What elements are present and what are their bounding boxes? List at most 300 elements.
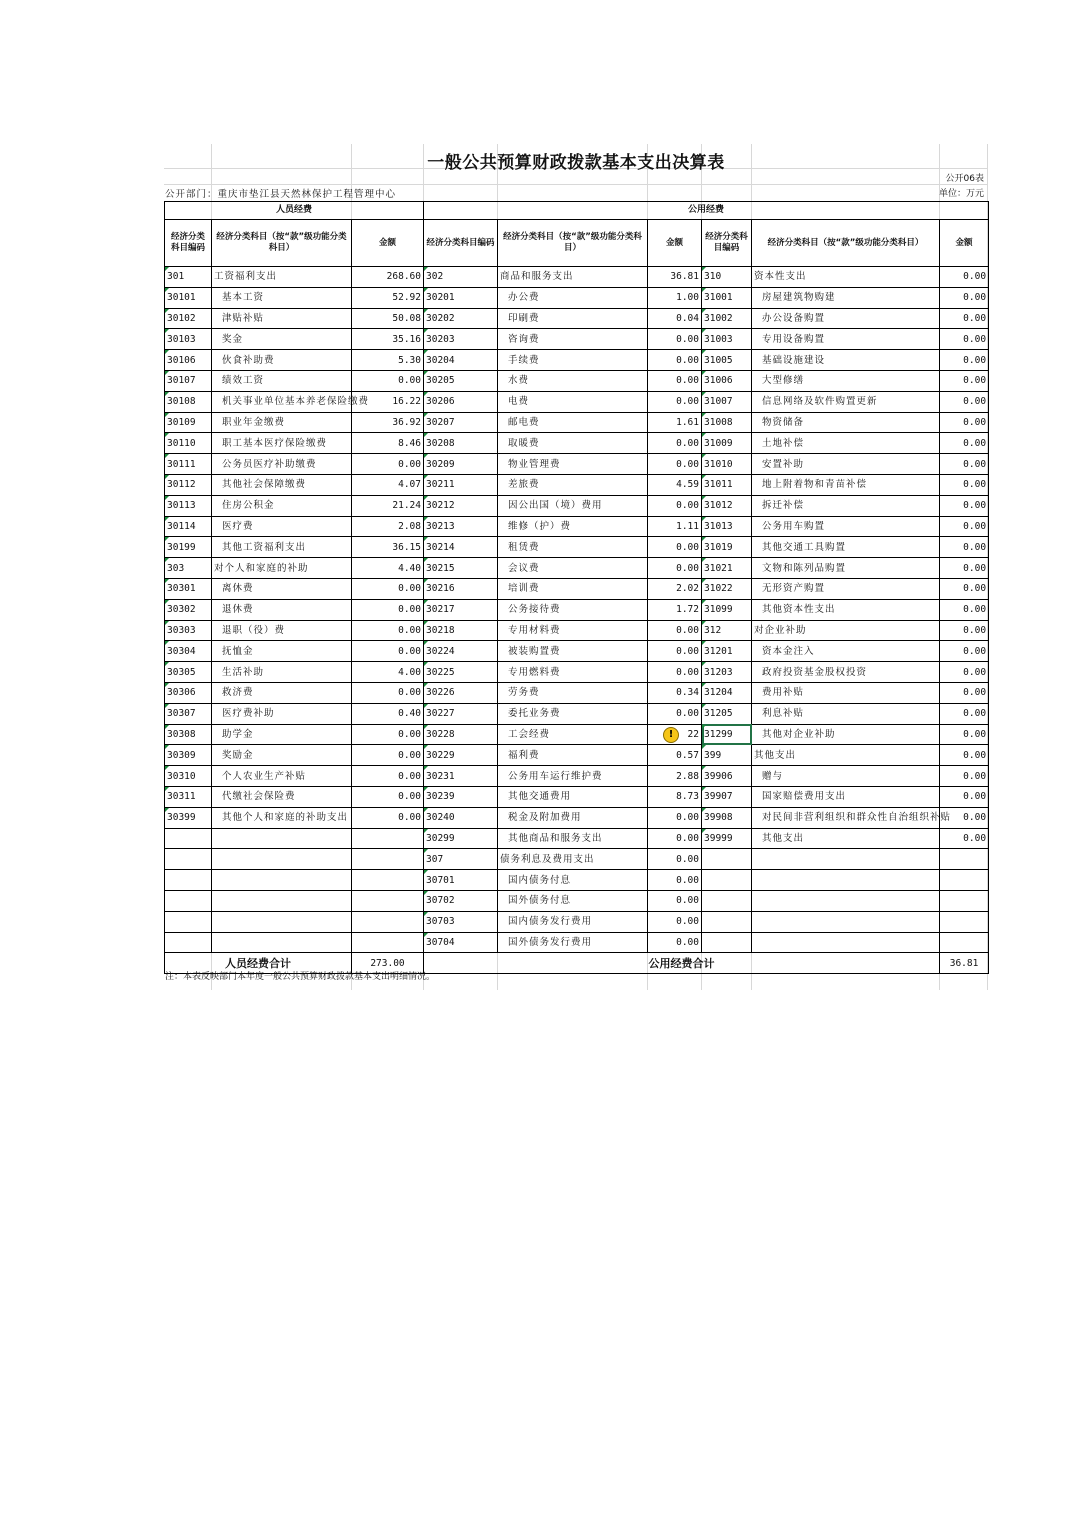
amount-cell[interactable]: 0.00 xyxy=(940,454,989,475)
code-cell[interactable]: 31010 xyxy=(702,454,752,475)
header-amount[interactable]: 金额 xyxy=(648,220,702,267)
name-cell[interactable] xyxy=(212,911,352,932)
amount-cell[interactable]: 0.34 xyxy=(648,682,702,703)
amount-cell[interactable] xyxy=(352,890,424,911)
code-cell[interactable]: 31012 xyxy=(702,495,752,516)
name-cell[interactable]: 债务利息及费用支出 xyxy=(498,849,648,870)
code-cell[interactable]: 30211 xyxy=(424,474,498,495)
name-cell[interactable]: 专用设备购置 xyxy=(752,329,940,350)
amount-cell[interactable]: 0.00 xyxy=(648,558,702,579)
name-cell[interactable]: 基本工资 xyxy=(212,287,352,308)
code-cell[interactable]: 30399 xyxy=(165,807,212,828)
code-cell[interactable]: 30304 xyxy=(165,641,212,662)
name-cell[interactable]: 其他社会保障缴费 xyxy=(212,474,352,495)
code-cell[interactable]: 30225 xyxy=(424,662,498,683)
code-cell[interactable]: 30309 xyxy=(165,745,212,766)
code-cell[interactable] xyxy=(165,932,212,953)
name-cell[interactable]: 抚恤金 xyxy=(212,641,352,662)
amount-cell[interactable]: 0.00 xyxy=(648,433,702,454)
amount-cell[interactable]: 36.15 xyxy=(352,537,424,558)
name-cell[interactable]: 基础设施建设 xyxy=(752,350,940,371)
name-cell[interactable]: 专用燃料费 xyxy=(498,662,648,683)
code-cell[interactable]: 31003 xyxy=(702,329,752,350)
name-cell[interactable]: 国家赔偿费用支出 xyxy=(752,786,940,807)
code-cell[interactable]: 30114 xyxy=(165,516,212,537)
name-cell[interactable]: 利息补贴 xyxy=(752,703,940,724)
code-cell[interactable]: 30103 xyxy=(165,329,212,350)
header-name[interactable]: 经济分类科目（按“款”级功能分类科目） xyxy=(212,220,352,267)
code-cell[interactable]: 31203 xyxy=(702,662,752,683)
code-cell[interactable]: 30299 xyxy=(424,828,498,849)
name-cell[interactable]: 房屋建筑物购建 xyxy=(752,287,940,308)
code-cell[interactable]: 30101 xyxy=(165,287,212,308)
name-cell[interactable]: 其他对企业补助 xyxy=(752,724,940,745)
name-cell[interactable]: 对个人和家庭的补助 xyxy=(212,558,352,579)
name-cell[interactable]: 地上附着物和青苗补偿 xyxy=(752,474,940,495)
amount-cell[interactable]: 8.73 xyxy=(648,786,702,807)
name-cell[interactable]: 住房公积金 xyxy=(212,495,352,516)
amount-cell[interactable]: 0.00 xyxy=(940,786,989,807)
code-cell[interactable]: 31022 xyxy=(702,578,752,599)
code-cell[interactable] xyxy=(165,828,212,849)
amount-cell[interactable]: 4.00 xyxy=(352,662,424,683)
code-cell[interactable]: 30207 xyxy=(424,412,498,433)
amount-cell[interactable]: 0.00 xyxy=(940,578,989,599)
name-cell[interactable]: 政府投资基金股权投资 xyxy=(752,662,940,683)
amount-cell[interactable] xyxy=(352,870,424,891)
amount-cell[interactable]: 0.00 xyxy=(940,308,989,329)
name-cell[interactable]: 劳务费 xyxy=(498,682,648,703)
name-cell[interactable]: 专用材料费 xyxy=(498,620,648,641)
code-cell[interactable]: 31021 xyxy=(702,558,752,579)
amount-cell[interactable]: 0.00 xyxy=(940,662,989,683)
name-cell[interactable]: 工资福利支出 xyxy=(212,267,352,288)
amount-cell[interactable]: 0.00 xyxy=(352,599,424,620)
name-cell[interactable]: 奖励金 xyxy=(212,745,352,766)
code-cell[interactable]: 30206 xyxy=(424,391,498,412)
amount-cell[interactable]: 0.00 xyxy=(940,267,989,288)
amount-cell[interactable]: 0.00 xyxy=(648,329,702,350)
amount-cell[interactable]: 0.00 xyxy=(940,474,989,495)
code-cell[interactable]: 30301 xyxy=(165,578,212,599)
name-cell[interactable]: 生活补助 xyxy=(212,662,352,683)
header-name[interactable]: 经济分类科目（按“款”级功能分类科目） xyxy=(498,220,648,267)
code-cell[interactable]: 39907 xyxy=(702,786,752,807)
name-cell[interactable]: 津贴补贴 xyxy=(212,308,352,329)
code-cell[interactable]: 30106 xyxy=(165,350,212,371)
name-cell[interactable]: 租赁费 xyxy=(498,537,648,558)
amount-cell[interactable]: 0.00 xyxy=(648,662,702,683)
name-cell[interactable]: 医疗费补助 xyxy=(212,703,352,724)
amount-cell[interactable]: 0.00 xyxy=(352,766,424,787)
name-cell[interactable]: 赠与 xyxy=(752,766,940,787)
name-cell[interactable]: 退休费 xyxy=(212,599,352,620)
code-cell[interactable] xyxy=(165,911,212,932)
group-public[interactable]: 公用经费 xyxy=(424,202,989,220)
name-cell[interactable]: 因公出国（境）费用 xyxy=(498,495,648,516)
group-personnel[interactable]: 人员经费 xyxy=(165,202,424,220)
name-cell[interactable]: 电费 xyxy=(498,391,648,412)
amount-cell[interactable]: 4.07 xyxy=(352,474,424,495)
name-cell[interactable]: 咨询费 xyxy=(498,329,648,350)
amount-cell[interactable]: 0.00 xyxy=(648,537,702,558)
name-cell[interactable]: 邮电费 xyxy=(498,412,648,433)
amount-cell[interactable]: 0.00 xyxy=(648,370,702,391)
name-cell[interactable]: 土地补偿 xyxy=(752,433,940,454)
amount-cell[interactable]: 0.00 xyxy=(940,558,989,579)
name-cell[interactable]: 公务员医疗补助缴费 xyxy=(212,454,352,475)
name-cell[interactable]: 安置补助 xyxy=(752,454,940,475)
amount-cell[interactable]: 2.08 xyxy=(352,516,424,537)
header-code[interactable]: 经济分类科目编码 xyxy=(165,220,212,267)
code-cell[interactable]: 30229 xyxy=(424,745,498,766)
amount-cell[interactable]: 0.00 xyxy=(940,703,989,724)
code-cell[interactable]: 31013 xyxy=(702,516,752,537)
name-cell[interactable] xyxy=(212,890,352,911)
amount-cell[interactable]: 4.40 xyxy=(352,558,424,579)
name-cell[interactable] xyxy=(752,849,940,870)
code-cell[interactable]: 31099 xyxy=(702,599,752,620)
code-cell[interactable]: 30212 xyxy=(424,495,498,516)
amount-cell[interactable]: 0.00 xyxy=(940,495,989,516)
amount-cell[interactable]: 268.60 xyxy=(352,267,424,288)
name-cell[interactable]: 税金及附加费用 xyxy=(498,807,648,828)
code-cell[interactable]: 31007 xyxy=(702,391,752,412)
name-cell[interactable] xyxy=(752,932,940,953)
amount-cell[interactable]: 22 xyxy=(648,724,702,745)
amount-cell[interactable]: 8.46 xyxy=(352,433,424,454)
code-cell[interactable]: 30226 xyxy=(424,682,498,703)
code-cell[interactable]: 307 xyxy=(424,849,498,870)
name-cell[interactable]: 其他商品和服务支出 xyxy=(498,828,648,849)
code-cell[interactable] xyxy=(702,849,752,870)
code-cell[interactable]: 31019 xyxy=(702,537,752,558)
name-cell[interactable] xyxy=(752,911,940,932)
amount-cell[interactable]: 0.00 xyxy=(940,828,989,849)
amount-cell[interactable]: 16.22 xyxy=(352,391,424,412)
code-cell[interactable]: 31011 xyxy=(702,474,752,495)
amount-cell[interactable]: 0.00 xyxy=(940,641,989,662)
code-cell[interactable]: 31001 xyxy=(702,287,752,308)
name-cell[interactable]: 离休费 xyxy=(212,578,352,599)
amount-cell[interactable]: 0.00 xyxy=(352,454,424,475)
amount-cell[interactable]: 0.00 xyxy=(648,495,702,516)
code-cell[interactable]: 30240 xyxy=(424,807,498,828)
name-cell[interactable]: 其他支出 xyxy=(752,745,940,766)
name-cell[interactable]: 文物和陈列品购置 xyxy=(752,558,940,579)
amount-cell[interactable]: 0.00 xyxy=(940,350,989,371)
name-cell[interactable]: 商品和服务支出 xyxy=(498,267,648,288)
code-cell[interactable]: 30209 xyxy=(424,454,498,475)
header-code[interactable]: 经济分类科目编码 xyxy=(424,220,498,267)
code-cell[interactable]: 310 xyxy=(702,267,752,288)
name-cell[interactable]: 公务接待费 xyxy=(498,599,648,620)
name-cell[interactable] xyxy=(212,932,352,953)
code-cell[interactable]: 31204 xyxy=(702,682,752,703)
code-cell[interactable]: 39906 xyxy=(702,766,752,787)
amount-cell[interactable]: 0.00 xyxy=(352,578,424,599)
amount-cell[interactable]: 0.57 xyxy=(648,745,702,766)
amount-cell[interactable]: 0.00 xyxy=(940,682,989,703)
name-cell[interactable]: 其他个人和家庭的补助支出 xyxy=(212,807,352,828)
code-cell[interactable]: 30703 xyxy=(424,911,498,932)
amount-cell[interactable]: 1.00 xyxy=(648,287,702,308)
code-cell[interactable] xyxy=(702,890,752,911)
code-cell[interactable]: 30217 xyxy=(424,599,498,620)
name-cell[interactable]: 无形资产购置 xyxy=(752,578,940,599)
name-cell[interactable]: 国外债务发行费用 xyxy=(498,932,648,953)
name-cell[interactable]: 物资储备 xyxy=(752,412,940,433)
amount-cell[interactable]: 0.00 xyxy=(940,516,989,537)
name-cell[interactable]: 助学金 xyxy=(212,724,352,745)
selected-cell[interactable]: ! 31299 xyxy=(702,724,752,745)
name-cell[interactable]: 救济费 xyxy=(212,682,352,703)
personnel-total-label[interactable]: 人员经费合计 xyxy=(165,953,352,974)
code-cell[interactable]: 30208 xyxy=(424,433,498,454)
name-cell[interactable]: 资本金注入 xyxy=(752,641,940,662)
amount-cell[interactable]: 0.00 xyxy=(940,599,989,620)
name-cell[interactable]: 奖金 xyxy=(212,329,352,350)
amount-cell[interactable]: 0.00 xyxy=(940,807,989,828)
code-cell[interactable]: 301 xyxy=(165,267,212,288)
amount-cell[interactable]: 0.00 xyxy=(648,620,702,641)
name-cell[interactable]: 资本性支出 xyxy=(752,267,940,288)
code-cell[interactable]: 30202 xyxy=(424,308,498,329)
code-cell[interactable]: 30702 xyxy=(424,890,498,911)
amount-cell[interactable]: 21.24 xyxy=(352,495,424,516)
name-cell[interactable]: 个人农业生产补贴 xyxy=(212,766,352,787)
code-cell[interactable]: 30111 xyxy=(165,454,212,475)
code-cell[interactable]: 312 xyxy=(702,620,752,641)
code-cell[interactable]: 31205 xyxy=(702,703,752,724)
code-cell[interactable]: 30110 xyxy=(165,433,212,454)
amount-cell[interactable]: 0.00 xyxy=(352,370,424,391)
code-cell[interactable]: 30107 xyxy=(165,370,212,391)
amount-cell[interactable]: 0.00 xyxy=(940,329,989,350)
name-cell[interactable]: 工会经费 xyxy=(498,724,648,745)
amount-cell[interactable]: 0.00 xyxy=(940,412,989,433)
code-cell[interactable]: 30109 xyxy=(165,412,212,433)
amount-cell[interactable]: 0.00 xyxy=(648,932,702,953)
name-cell[interactable]: 国内债务付息 xyxy=(498,870,648,891)
amount-cell[interactable]: 0.00 xyxy=(648,828,702,849)
amount-cell[interactable] xyxy=(352,849,424,870)
amount-cell[interactable] xyxy=(940,911,989,932)
name-cell[interactable]: 公务用车购置 xyxy=(752,516,940,537)
name-cell[interactable]: 差旅费 xyxy=(498,474,648,495)
name-cell[interactable]: 会议费 xyxy=(498,558,648,579)
amount-cell[interactable] xyxy=(940,890,989,911)
code-cell[interactable]: 31009 xyxy=(702,433,752,454)
amount-cell[interactable]: 0.00 xyxy=(352,745,424,766)
amount-cell[interactable]: 2.88 xyxy=(648,766,702,787)
name-cell[interactable]: 取暖费 xyxy=(498,433,648,454)
amount-cell[interactable]: 0.00 xyxy=(940,370,989,391)
code-cell[interactable]: 30203 xyxy=(424,329,498,350)
amount-cell[interactable] xyxy=(940,849,989,870)
code-cell[interactable]: 30205 xyxy=(424,370,498,391)
code-cell[interactable]: 30213 xyxy=(424,516,498,537)
name-cell[interactable] xyxy=(212,870,352,891)
code-cell[interactable]: 30102 xyxy=(165,308,212,329)
code-cell[interactable]: 30214 xyxy=(424,537,498,558)
name-cell[interactable]: 其他交通工具购置 xyxy=(752,537,940,558)
name-cell[interactable]: 费用补贴 xyxy=(752,682,940,703)
code-cell[interactable]: 30112 xyxy=(165,474,212,495)
amount-cell[interactable]: 0.00 xyxy=(352,724,424,745)
code-cell[interactable]: 30305 xyxy=(165,662,212,683)
amount-cell[interactable]: 0.00 xyxy=(648,911,702,932)
amount-cell[interactable]: 0.00 xyxy=(648,350,702,371)
amount-cell[interactable]: 0.00 xyxy=(648,849,702,870)
amount-cell[interactable]: 5.30 xyxy=(352,350,424,371)
code-cell[interactable]: 31006 xyxy=(702,370,752,391)
amount-cell[interactable]: 4.59 xyxy=(648,474,702,495)
name-cell[interactable]: 福利费 xyxy=(498,745,648,766)
amount-cell[interactable] xyxy=(352,828,424,849)
amount-cell[interactable]: 35.16 xyxy=(352,329,424,350)
code-cell[interactable]: 303 xyxy=(165,558,212,579)
amount-cell[interactable]: 0.00 xyxy=(648,454,702,475)
header-amount[interactable]: 金额 xyxy=(352,220,424,267)
amount-cell[interactable] xyxy=(940,932,989,953)
amount-cell[interactable]: 0.40 xyxy=(352,703,424,724)
code-cell[interactable]: 30227 xyxy=(424,703,498,724)
code-cell[interactable]: 30307 xyxy=(165,703,212,724)
name-cell[interactable]: 其他工资福利支出 xyxy=(212,537,352,558)
amount-cell[interactable]: 52.92 xyxy=(352,287,424,308)
name-cell[interactable]: 其他资本性支出 xyxy=(752,599,940,620)
amount-cell[interactable]: 0.00 xyxy=(940,766,989,787)
amount-cell[interactable]: 0.00 xyxy=(940,620,989,641)
amount-cell[interactable]: 0.00 xyxy=(352,682,424,703)
amount-cell[interactable]: 0.00 xyxy=(352,807,424,828)
amount-cell[interactable]: 0.00 xyxy=(648,890,702,911)
code-cell[interactable]: 31005 xyxy=(702,350,752,371)
name-cell[interactable]: 国内债务发行费用 xyxy=(498,911,648,932)
name-cell[interactable]: 退职（役）费 xyxy=(212,620,352,641)
code-cell[interactable]: 31201 xyxy=(702,641,752,662)
name-cell[interactable] xyxy=(752,890,940,911)
amount-cell[interactable] xyxy=(352,932,424,953)
amount-cell[interactable] xyxy=(352,911,424,932)
code-cell[interactable]: 30224 xyxy=(424,641,498,662)
name-cell[interactable]: 印刷费 xyxy=(498,308,648,329)
code-cell[interactable]: 30108 xyxy=(165,391,212,412)
code-cell[interactable]: 39999 xyxy=(702,828,752,849)
name-cell[interactable]: 国外债务付息 xyxy=(498,890,648,911)
amount-cell[interactable]: 1.72 xyxy=(648,599,702,620)
name-cell[interactable]: 信息网络及软件购置更新 xyxy=(752,391,940,412)
name-cell[interactable]: 培训费 xyxy=(498,578,648,599)
code-cell[interactable]: 30310 xyxy=(165,766,212,787)
code-cell[interactable]: 31008 xyxy=(702,412,752,433)
code-cell[interactable]: 30228 xyxy=(424,724,498,745)
amount-cell[interactable]: 36.92 xyxy=(352,412,424,433)
name-cell[interactable]: 办公费 xyxy=(498,287,648,308)
code-cell[interactable]: 30199 xyxy=(165,537,212,558)
amount-cell[interactable]: 0.00 xyxy=(648,641,702,662)
amount-cell[interactable]: 0.00 xyxy=(352,786,424,807)
amount-cell[interactable]: 0.04 xyxy=(648,308,702,329)
name-cell[interactable]: 拆迁补偿 xyxy=(752,495,940,516)
name-cell[interactable]: 伙食补助费 xyxy=(212,350,352,371)
name-cell[interactable]: 其他交通费用 xyxy=(498,786,648,807)
name-cell[interactable]: 委托业务费 xyxy=(498,703,648,724)
code-cell[interactable] xyxy=(165,849,212,870)
name-cell[interactable]: 对企业补助 xyxy=(752,620,940,641)
amount-cell[interactable]: 0.00 xyxy=(648,870,702,891)
code-cell[interactable] xyxy=(165,890,212,911)
amount-cell[interactable]: 0.00 xyxy=(940,537,989,558)
name-cell[interactable]: 职业年金缴费 xyxy=(212,412,352,433)
name-cell[interactable]: 对民间非营利组织和群众性自治组织补贴 xyxy=(752,807,940,828)
amount-cell[interactable]: 1.11 xyxy=(648,516,702,537)
name-cell[interactable]: 职工基本医疗保险缴费 xyxy=(212,433,352,454)
personnel-total-value[interactable]: 273.00 xyxy=(352,953,424,974)
name-cell[interactable]: 绩效工资 xyxy=(212,370,352,391)
code-cell[interactable]: 30704 xyxy=(424,932,498,953)
amount-cell[interactable]: 0.00 xyxy=(940,433,989,454)
name-cell[interactable]: 手续费 xyxy=(498,350,648,371)
name-cell[interactable]: 其他支出 xyxy=(752,828,940,849)
code-cell[interactable] xyxy=(165,870,212,891)
header-amount[interactable]: 金额 xyxy=(940,220,989,267)
name-cell[interactable]: 大型修缮 xyxy=(752,370,940,391)
header-name[interactable]: 经济分类科目（按“款”级功能分类科目） xyxy=(752,220,940,267)
code-cell[interactable]: 30311 xyxy=(165,786,212,807)
code-cell[interactable] xyxy=(702,911,752,932)
name-cell[interactable] xyxy=(212,828,352,849)
amount-cell[interactable]: 0.00 xyxy=(940,724,989,745)
code-cell[interactable]: 30701 xyxy=(424,870,498,891)
public-total-label[interactable]: 公用经费合计 xyxy=(424,953,940,974)
code-cell[interactable]: 30204 xyxy=(424,350,498,371)
code-cell[interactable]: 30303 xyxy=(165,620,212,641)
name-cell[interactable]: 被装购置费 xyxy=(498,641,648,662)
amount-cell[interactable]: 2.02 xyxy=(648,578,702,599)
code-cell[interactable]: 30201 xyxy=(424,287,498,308)
amount-cell[interactable]: 50.08 xyxy=(352,308,424,329)
amount-cell[interactable]: 0.00 xyxy=(352,620,424,641)
name-cell[interactable] xyxy=(212,849,352,870)
amount-cell[interactable]: 0.00 xyxy=(648,391,702,412)
amount-cell[interactable]: 0.00 xyxy=(648,807,702,828)
amount-cell[interactable]: 0.00 xyxy=(648,703,702,724)
header-code[interactable]: 经济分类科目编码 xyxy=(702,220,752,267)
code-cell[interactable]: 30231 xyxy=(424,766,498,787)
public-total-value[interactable]: 36.81 xyxy=(940,953,989,974)
amount-cell[interactable]: 0.00 xyxy=(940,745,989,766)
code-cell[interactable]: 30239 xyxy=(424,786,498,807)
code-cell[interactable]: 30218 xyxy=(424,620,498,641)
amount-cell[interactable]: 0.00 xyxy=(940,287,989,308)
amount-cell[interactable]: 1.61 xyxy=(648,412,702,433)
code-cell[interactable]: 302 xyxy=(424,267,498,288)
name-cell[interactable]: 办公设备购置 xyxy=(752,308,940,329)
code-cell[interactable]: 31002 xyxy=(702,308,752,329)
code-cell[interactable]: 39908 xyxy=(702,807,752,828)
warning-icon[interactable]: ! xyxy=(663,727,679,743)
amount-cell[interactable]: 0.00 xyxy=(352,641,424,662)
code-cell[interactable] xyxy=(702,932,752,953)
name-cell[interactable]: 机关事业单位基本养老保险缴费 xyxy=(212,391,352,412)
code-cell[interactable]: 30302 xyxy=(165,599,212,620)
code-cell[interactable]: 30308 xyxy=(165,724,212,745)
code-cell[interactable]: 399 xyxy=(702,745,752,766)
name-cell[interactable]: 代缴社会保险费 xyxy=(212,786,352,807)
name-cell[interactable]: 公务用车运行维护费 xyxy=(498,766,648,787)
